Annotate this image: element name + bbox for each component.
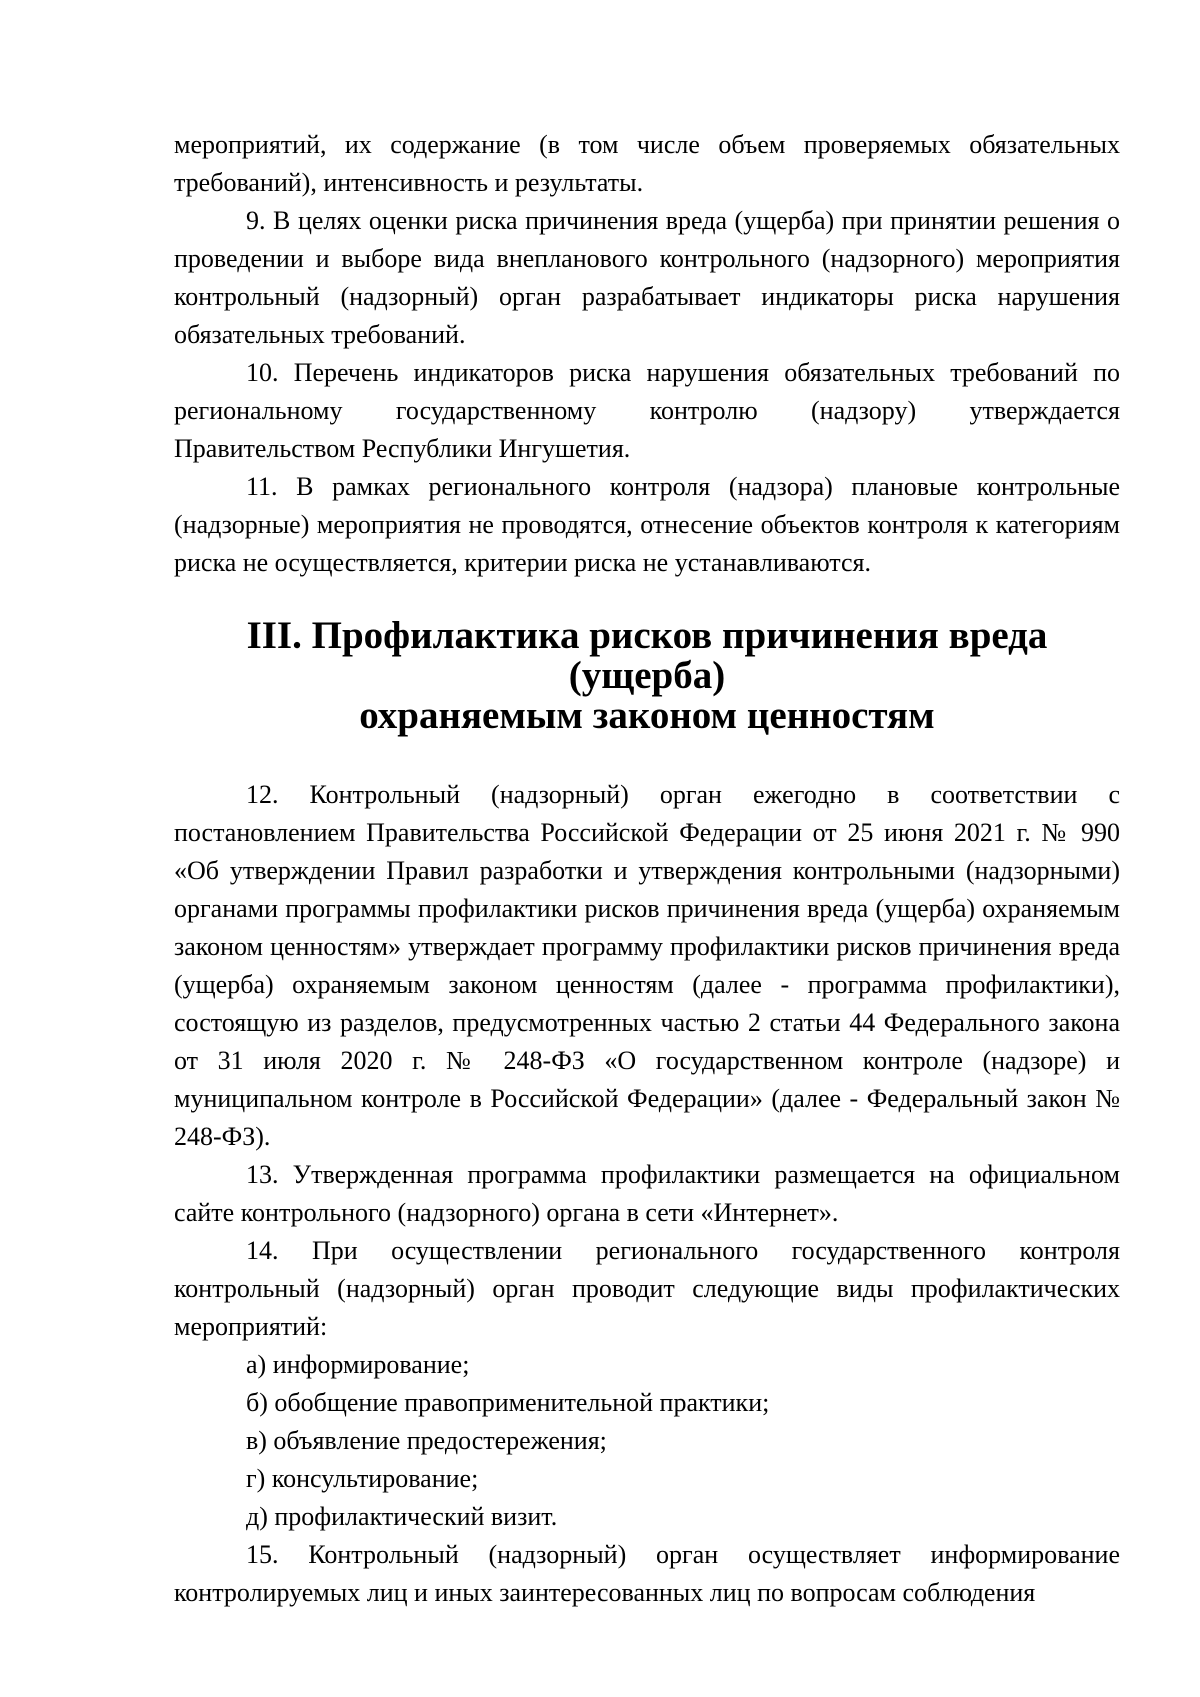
section-heading-line-2: охраняемым законом ценностям	[359, 694, 935, 737]
list-item-preventive-visit: д) профилактический визит.	[246, 1502, 558, 1531]
paragraph-14: 14. При осуществлении регионального государственного контроля контрольный (надзорный) орган проводит следующие виды профилактических мероприятий:	[174, 1236, 1120, 1341]
list-item-generalization: б) обобщение правоприменительной практики;	[246, 1388, 770, 1417]
paragraph-11: 11. В рамках регионального контроля (надзора) плановые контрольные (надзорные) мероприятия не проводятся, отнесение объектов контроля к категориям риска не осуществляется, критерии риска не устанавливаются.	[174, 472, 1120, 577]
paragraph-9: 9. В целях оценки риска причинения вреда (ущерба) при принятии решения о проведении и выборе вида внепланового контрольного (надзорного) мероприятия контрольный (надзорный) орган разрабатывает индикаторы риска нарушения обязательных требований.	[174, 206, 1120, 349]
list-item-warning: в) объявление предостережения;	[246, 1426, 607, 1455]
paragraph-continuation: мероприятий, их содержание (в том числе объем проверяемых обязательных требований), интенсивность и результаты.	[174, 130, 1120, 197]
paragraph-15: 15. Контрольный (надзорный) орган осуществляет информирование контролируемых лиц и иных заинтересованных лиц по вопросам соблюдения	[174, 1540, 1120, 1607]
section-heading-line-1: III. Профилактика рисков причинения вреда (ущерба)	[246, 614, 1048, 697]
list-item-informing: а) информирование;	[246, 1350, 470, 1379]
paragraph-12: 12. Контрольный (надзорный) орган ежегодно в соответствии с постановлением Правительства Российской Федерации от 25 июня 2021 г. № 990 «Об утверждении Правил разработки и утверждения контрольными (надзорными) органами программы профилактики рисков причинения вреда (ущерба) охраняемым законом ценностям» утверждает программу профилактики рисков причинения вреда (ущерба) охраняемым законом ценностям (далее - программа профилактики), состоящую из разделов, предусмотренных частью 2 статьи 44 Федерального закона от 31 июля 2020 г. № 248-ФЗ «О государственном контроле (надзоре) и муниципальном контроле в Российской Федерации» (далее - Федеральный закон № 248-ФЗ).	[174, 780, 1120, 1151]
list-item-consulting: г) консультирование;	[246, 1464, 479, 1493]
paragraph-10: 10. Перечень индикаторов риска нарушения обязательных требований по региональному государственному контролю (надзору) утверждается Правительством Республики Ингушетия.	[174, 358, 1120, 463]
section-heading	[174, 616, 1120, 736]
paragraph-13: 13. Утвержденная программа профилактики размещается на официальном сайте контрольного (надзорного) органа в сети «Интернет».	[174, 1160, 1120, 1227]
document-body	[174, 126, 1120, 1612]
